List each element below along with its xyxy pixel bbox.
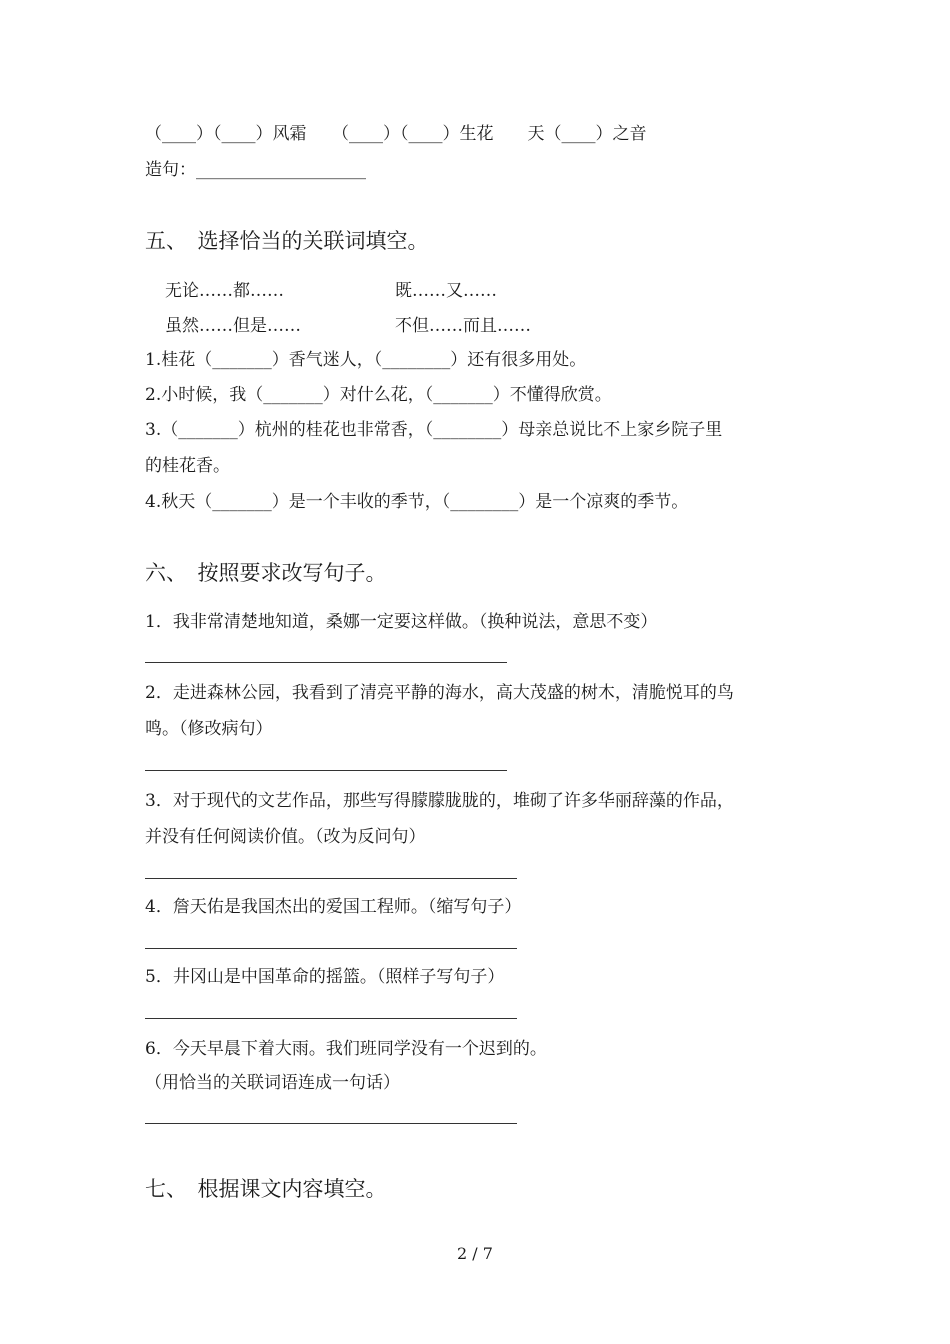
- answer-line: [145, 662, 507, 663]
- answer-line: [145, 1123, 517, 1124]
- section-5-question-3: 3.（_______）杭州的桂花也非常香，（________）母亲总说比不上家乡院子里: [145, 420, 723, 440]
- section-6-question-4: 4．詹天佑是我国杰出的爱国工程师。（缩写句子）: [145, 897, 522, 917]
- sentence-making-line: 造句：____________________: [145, 160, 366, 180]
- section-6-question-2: 2．走进森林公园，我看到了清亮平静的海水，高大茂盛的树木，清脆悦耳的鸟: [145, 683, 734, 703]
- answer-line: [145, 1018, 517, 1019]
- conjunction-option: 虽然……但是……: [165, 316, 301, 336]
- section-6-question-3: 3．对于现代的文艺作品，那些写得朦朦胧胧的，堆砌了许多华丽辞藻的作品，: [145, 791, 734, 811]
- section-6-question-3-cont: 并没有任何阅读价值。（改为反问句）: [145, 827, 426, 847]
- conjunction-option: 既……又……: [395, 281, 497, 301]
- section-5-title: 五、 选择恰当的关联词填空。: [145, 229, 429, 253]
- section-5-question-1: 1.桂花（_______）香气迷人，（________）还有很多用处。: [145, 350, 587, 370]
- conjunction-option: 无论……都……: [165, 281, 284, 301]
- section-5-question-4: 4.秋天（_______）是一个丰收的季节，（________）是一个凉爽的季节。: [145, 492, 689, 512]
- section-6-question-2-cont: 鸣。（修改病句）: [145, 719, 273, 739]
- section-5-question-2: 2.小时候，我（_______）对什么花，（_______）不懂得欣赏。: [145, 385, 612, 405]
- idiom-fill-line: （____）（____）风霜 （____）（____）生花 天（____）之音: [145, 124, 647, 144]
- section-6-title: 六、 按照要求改写句子。: [145, 561, 387, 585]
- section-7-title: 七、 根据课文内容填空。: [145, 1177, 387, 1201]
- section-5-question-3-cont: 的桂花香。: [145, 456, 230, 476]
- conjunction-option: 不但……而且……: [395, 316, 531, 336]
- answer-line: [145, 948, 517, 949]
- section-6-question-6: 6．今天早晨下着大雨。我们班同学没有一个迟到的。: [145, 1039, 547, 1059]
- section-6-question-1: 1．我非常清楚地知道，桑娜一定要这样做。（换种说法，意思不变）: [145, 612, 658, 632]
- page-number: 2 / 7: [457, 1244, 493, 1263]
- section-6-question-6-note: （用恰当的关联词语连成一句话）: [145, 1073, 400, 1093]
- section-6-question-5: 5．井冈山是中国革命的摇篮。（照样子写句子）: [145, 967, 505, 987]
- answer-line: [145, 878, 517, 879]
- answer-line: [145, 770, 507, 771]
